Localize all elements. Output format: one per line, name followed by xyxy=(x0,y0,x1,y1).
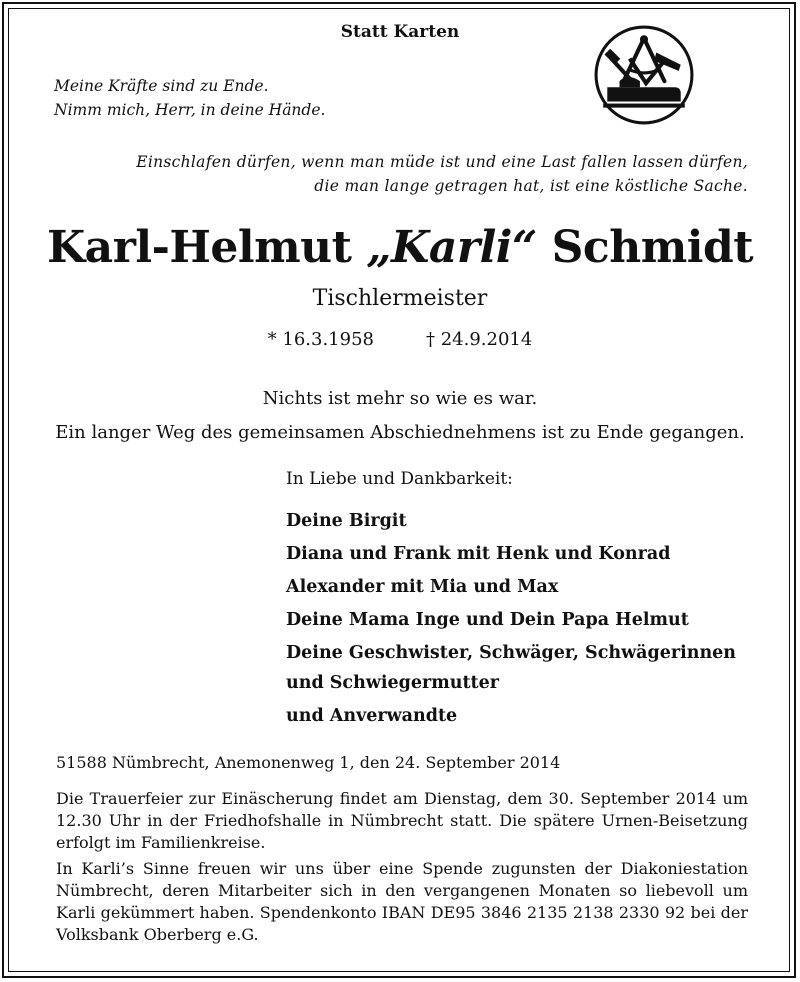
quote-long-line: die man lange getragen hat, ist eine köstliche Sache. xyxy=(314,177,748,195)
message-line: Nichts ist mehr so wie es war. xyxy=(262,388,538,409)
address-line: 51588 Nümbrecht, Anemonenweg 1, den 24. September 2014 xyxy=(56,753,561,772)
family-member: Deine Geschwister, Schwäger, Schwägerinnen xyxy=(286,643,737,663)
life-dates xyxy=(0,327,800,353)
birth-date: * 16.3.1958 xyxy=(267,329,374,350)
family-member: Deine Mama Inge und Dein Papa Helmut xyxy=(286,610,689,630)
message xyxy=(0,382,800,450)
nickname: „Karli“ xyxy=(366,222,537,273)
death-date: † 24.9.2014 xyxy=(426,329,533,350)
family-member: Alexander mit Mia und Max xyxy=(286,577,559,597)
quote-short-line: Nimm mich, Herr, in deine Hände. xyxy=(54,101,326,119)
header-statt-karten: Statt Karten xyxy=(340,22,460,42)
first-name: Karl-Helmut xyxy=(46,222,367,273)
family-member: und Anverwandte xyxy=(286,706,458,726)
quote-long-line: Einschlafen dürfen, wenn man müde ist und eine Last fallen lassen dürfen, xyxy=(136,153,748,171)
profession: Tischlermeister xyxy=(312,286,488,311)
quote-short xyxy=(54,74,325,122)
family-member: Diana und Frank mit Henk und Konrad xyxy=(286,544,671,564)
deceased-name xyxy=(0,220,800,276)
carpenter-guild-icon xyxy=(593,24,695,126)
family-section xyxy=(286,466,736,734)
family-member: Deine Birgit xyxy=(286,511,407,531)
quote-short-line: Meine Kräfte sind zu Ende. xyxy=(54,77,269,95)
family-member: und Schwiegermutter xyxy=(286,673,499,693)
ceremony-paragraph: Die Trauerfeier zur Einäscherung findet am Dienstag, dem 30. September 2014 um 12.30 Uhr in der Friedhofshalle in Nümbrecht statt. Die spätere Urnen-Beisetzung erfolgt im Familienkreise. xyxy=(56,789,748,852)
quote-long xyxy=(136,150,748,198)
message-line: Ein langer Weg des gemeinsamen Abschiednehmens ist zu Ende gegangen. xyxy=(55,422,745,443)
donation-paragraph: In Karli’s Sinne freuen wir uns über eine Spende zugunsten der Diakoniestation Nümbrecht, deren Mitarbeiter sich in den vergangenen Monaten so liebevoll um Karli gekümmert haben. Spendenkonto IBAN DE95 3846 2135 2138 2330 92 bei der Volksbank Oberberg e.G. xyxy=(56,859,748,944)
last-name: Schmidt xyxy=(536,222,754,273)
family-intro: In Liebe und Dankbarkeit: xyxy=(286,469,513,489)
